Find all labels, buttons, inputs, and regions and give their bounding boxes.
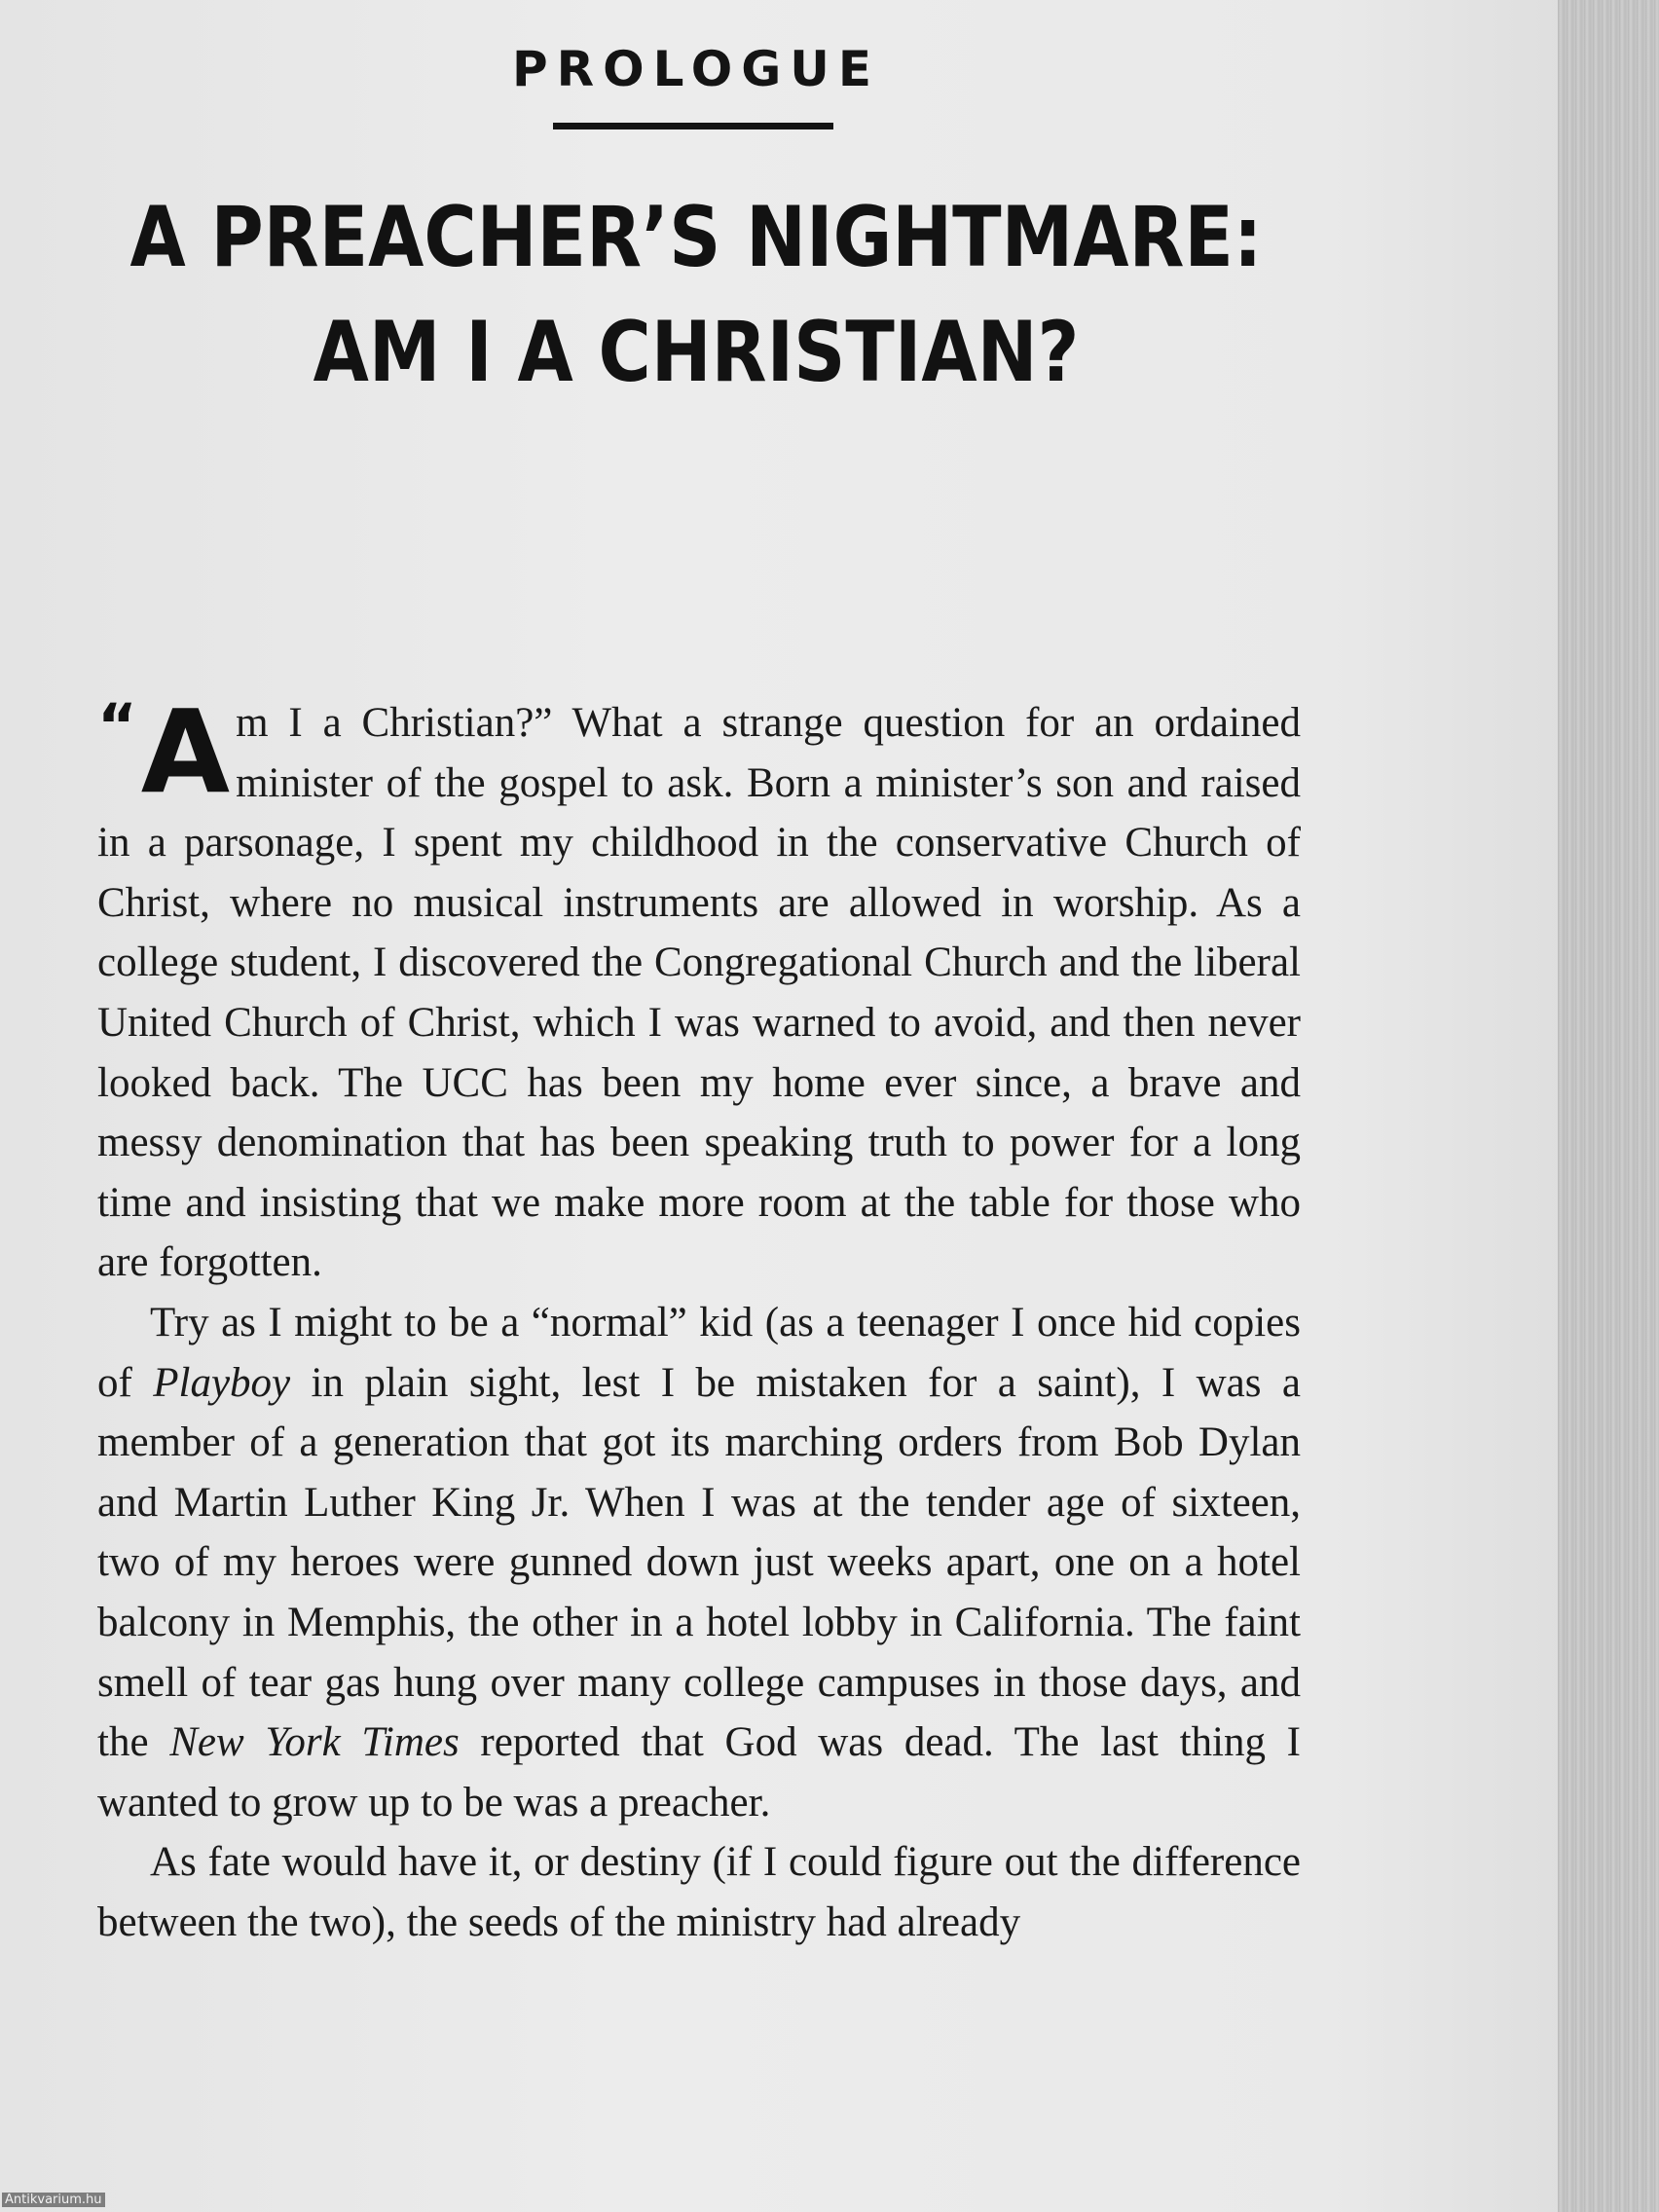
paragraph-2-text-b: in plain sight, lest I be mistaken for a saint), I was a member of a generation that got its marching orders from Bob Dylan and Martin Luther King Jr. When I was at the tender age of sixteen, two of my heroes were gunned down just weeks apart, one on a hotel balcony in Memphis, the other in a hotel lobby in California. The faint smell of tear gas hung over many college campuses in those days, and the — [97, 1359, 1302, 1766]
paragraph-2-text-a: Try as I might to be a “normal” kid (as a teenager I once hid copies of — [97, 1299, 1301, 1406]
body-text — [97, 684, 1302, 1952]
chapter-kicker: PROLOGUE — [511, 41, 881, 97]
paragraph-2-italic-playboy: Playboy — [153, 1359, 291, 1406]
paragraph-2-italic-nyt: New York Times — [169, 1719, 460, 1766]
kicker-rule — [553, 123, 833, 129]
watermark-text: Antikvarium.hu — [2, 2193, 105, 2207]
paragraph-2 — [97, 1293, 1301, 1832]
dropcap-quote-mark: “ — [97, 690, 137, 761]
chapter-title-line-1: A PREACHER’S NIGHTMARE: — [129, 189, 1263, 286]
paragraph-3: As fate would have it, or destiny (if I could figure out the difference between the two), the seeds of the ministry had already — [97, 1839, 1301, 1945]
page-stack-edge — [1558, 0, 1659, 2212]
paragraph-2-text-c: reported that God was dead. The last thing I wanted to grow up to be was a preacher. — [97, 1719, 1301, 1825]
chapter-title — [97, 180, 1295, 410]
chapter-title-line-2: AM I A CHRISTIAN? — [313, 304, 1080, 401]
dropcap-letter: A — [140, 684, 231, 819]
paragraph-1 — [97, 684, 1301, 1293]
paragraph-1-text: m I a Christian?” What a strange question for an ordained minister of the gospel to ask. Born a minister’s son and raised in a parsonage, I spent my childhood in the conservative Church of Christ, where no musical instruments are allowed in worship. As a college student, I discovered the Congregational Church and the liberal United Church of Christ, which I was warned to avoid, and then never looked back. The UCC has been my home ever since, a brave and messy denomination that has been speaking truth to power for a long time and insisting that we make more room at the table for those who are forgotten. — [97, 700, 1301, 1286]
